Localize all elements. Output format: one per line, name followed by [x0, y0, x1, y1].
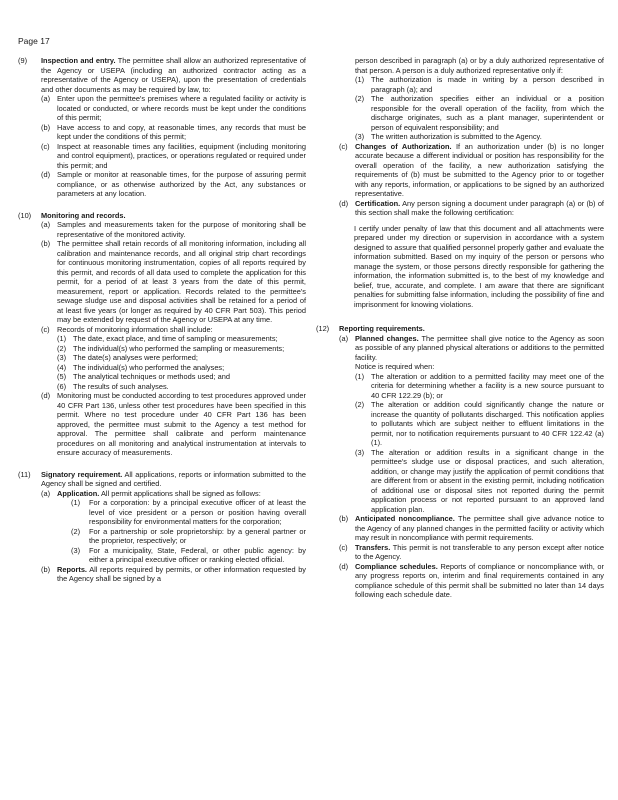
item-marker: (d)	[41, 391, 51, 400]
sub-item	[57, 363, 306, 373]
certification-statement: I certify under penalty of law that this document and all attachments were prepared under my direction or supervision in accordance with a system designed to assure that qualified personnel properly gather and evaluate the information submitted. Based on my inquiry of the person or persons who manage the system, or those persons directly responsible for gathering the information, the information submitted is, to the best of my knowledge and belief, true, accurate, and complete. I am aware that there are significant penalties for submitting false information, including the possibility of fine and imprisonment for knowing violations.	[354, 223, 604, 309]
item-text: The authorization is made in writing by a person described in paragraph (a); and	[371, 75, 604, 94]
item-marker: (1)	[355, 371, 365, 381]
sub-item	[57, 372, 306, 382]
sub-item	[355, 400, 604, 448]
item-marker: (3)	[355, 132, 365, 141]
item-marker: (b)	[339, 514, 349, 523]
item-marker: (a)	[41, 94, 51, 103]
item-text: Have access to and copy, at reasonable times, any records that must be kept under the conditions of this permit;	[57, 122, 306, 141]
item-text: For a municipality, State, Federal, or other public agency: by either a principal executive officer or ranking elected official.	[89, 545, 306, 564]
sub-item	[57, 546, 306, 565]
sub-item	[355, 448, 604, 515]
item-text: All reports required by permits, or other information requested by the Agency shall be signed by a	[57, 564, 306, 583]
item-marker: (b)	[41, 564, 51, 574]
list-item	[339, 334, 604, 515]
item-marker: (c)	[339, 141, 348, 151]
item-marker: (2)	[71, 526, 81, 536]
item-text: The analytical techniques or methods used; and	[73, 372, 230, 381]
section-9	[18, 56, 306, 199]
item-marker: (2)	[355, 400, 365, 409]
item-text: For a corporation: by a principal executive officer of at least the level of vice president or a person or position having overall responsibility for environmental matters for the corporation;	[89, 498, 306, 526]
section-11	[18, 470, 306, 584]
item-text: The date, exact place, and time of sampling or measurements;	[73, 334, 278, 343]
list-item	[339, 142, 604, 199]
list-item	[41, 489, 306, 565]
item-marker: (d)	[339, 198, 349, 208]
item-marker: (b)	[41, 239, 51, 248]
item-label: Certification.	[355, 198, 401, 208]
item-text: The permittee shall give notice to the Agency as soon as possible of any planned physical alterations or additions to the permitted facility.	[355, 333, 605, 362]
item-label: Application.	[57, 488, 100, 498]
item-marker: (a)	[41, 220, 51, 229]
item-text: The written authorization is submitted to the Agency.	[371, 132, 542, 141]
item-marker: (c)	[41, 141, 50, 151]
notice-line: Notice is required when:	[355, 362, 435, 371]
item-text: The alteration or addition could significantly change the nature or increase the quantity of pollutants discharged. This notification applies to pollutants which are subject neither to effluent limitations in the permit, nor to notification requirements pursuant to 40 CFR 122.42 (a)(1).	[371, 400, 604, 447]
item-text: Inspect at reasonable times any facilities, equipment (including monitoring and control equipment), practices, or operations regulated or required under this permit; and	[57, 141, 306, 170]
section-number: (11)	[18, 469, 31, 479]
section-10	[18, 211, 306, 458]
item-text: For a partnership or sole proprietorship: by a general partner or the proprietor, respectively; or	[89, 526, 306, 545]
item-text: The alteration or addition to a permitted facility may meet one of the criteria for determining whether a facility is a new source pursuant to 40 CFR 122.29 (b); or	[371, 371, 604, 400]
item-text: The permittee shall retain records of all monitoring information, including all calibration and maintenance records, and all original strip chart recordings for continuous monitoring instrumentation, copies of all reports required by this permit, and records of all data used to complete the application for this permit, for a period of at least 3 years from the date of this permit, measurement, report or application. Records related to the permittee's sewage sludge use and disposal activities shall be retained for a period of at least five years (or longer as required by 40 CFR Part 503). This period may be extended by request of the Agency or USEPA at any time.	[57, 239, 306, 324]
item-marker: (b)	[41, 122, 51, 132]
item-label: Anticipated noncompliance.	[355, 514, 455, 523]
item-marker: (3)	[355, 447, 365, 457]
item-text: The individual(s) who performed the sampling or measurements;	[73, 343, 285, 353]
item-text: Monitoring must be conducted according to test procedures approved under 40 CFR Part 136, unless other test procedures have been specified in this permit. Where no test procedure under 40 CFR Part 136 has been approved, the permittee must submit to the Agency a test method for approval. The permittee shall calibrate and perform maintenance procedures on all monitoring and analytical instrumentation at intervals to ensure accuracy of measurements.	[57, 391, 306, 457]
list-item	[41, 142, 306, 171]
section-title: Signatory requirement.	[41, 469, 123, 479]
item-marker: (d)	[41, 170, 51, 179]
sub-item	[355, 372, 604, 401]
paragraph: person described in paragraph (a) or by a duly authorized representative of that person. A person is a duly authorized representative only if:	[355, 56, 604, 75]
item-text: Enter upon the permittee's premises where a regulated facility or activity is located or conducted, or where records must be kept under the conditions of this permit;	[57, 94, 306, 122]
item-label: Changes of Authorization.	[355, 141, 452, 151]
item-marker: (a)	[41, 488, 51, 498]
list-item	[41, 220, 306, 239]
item-marker: (3)	[71, 545, 81, 555]
sub-item	[57, 498, 306, 527]
item-text: The alteration or addition results in a significant change in the permittee's sludge use or disposal practices, and such alteration, addition, or change may justify the application of permit conditions that are different from or absent in the existing permit, including notification of additional use or disposal sites not reported during the permit application process or not reported pursuant to an approved land application plan.	[371, 447, 604, 514]
item-text: The results of such analyses.	[73, 381, 169, 391]
section-intro: The permittee shall allow an authorized representative of the Agency or USEPA (including an authorized contractor acting as a representative of the Agency or USEPA), upon the presentation of credentials and other documents as may be required by law, to:	[41, 56, 306, 94]
item-text: Any person signing a document under paragraph (a) or (b) of this section shall make the following certification:	[355, 198, 604, 217]
item-marker: (c)	[41, 324, 50, 334]
list-item	[41, 391, 306, 458]
item-text: Records of monitoring information shall include:	[57, 324, 213, 334]
section-11-continued	[316, 56, 604, 142]
list-item	[41, 123, 306, 142]
item-marker: (5)	[57, 372, 67, 381]
item-marker: (1)	[71, 498, 81, 507]
item-label: Planned changes.	[355, 333, 419, 343]
item-marker: (3)	[57, 353, 67, 362]
list-item	[339, 199, 604, 218]
item-text: The individual(s) who performed the analyses;	[73, 362, 225, 372]
item-label: Reports.	[57, 564, 87, 574]
sub-item	[57, 344, 306, 354]
item-marker: (1)	[57, 334, 67, 343]
sub-item	[57, 353, 306, 363]
item-marker: (1)	[355, 75, 365, 84]
section-intro: All applications, reports or information submitted to the Agency shall be signed and certified.	[41, 469, 306, 488]
list-item	[41, 565, 306, 584]
sub-item	[355, 132, 604, 142]
sub-item	[57, 334, 306, 344]
item-text: The permittee shall give advance notice to the Agency of any planned changes in the permitted facility or activity which may result in noncompliance with permit requirements.	[355, 514, 604, 542]
item-marker: (d)	[339, 561, 349, 571]
section-title: Monitoring and records.	[41, 210, 126, 220]
item-text: Samples and measurements taken for the purpose of monitoring shall be representative of the monitored activity.	[57, 220, 306, 239]
item-marker: (c)	[339, 542, 348, 552]
section-title: Inspection and entry.	[41, 56, 116, 65]
sub-item	[355, 94, 604, 132]
item-marker: (2)	[355, 94, 365, 103]
item-marker: (6)	[57, 381, 67, 391]
list-item	[41, 170, 306, 199]
item-marker: (2)	[57, 343, 67, 353]
right-column	[316, 56, 604, 600]
list-item	[41, 94, 306, 123]
list-item	[339, 514, 604, 543]
list-item	[41, 239, 306, 325]
page-number: Page 17	[18, 36, 50, 46]
list-item	[41, 325, 306, 392]
sub-item	[57, 527, 306, 546]
item-marker: (a)	[339, 333, 349, 343]
item-marker: (4)	[57, 362, 67, 372]
item-text: Sample or monitor at reasonable times, for the purpose of assuring permit compliance, or as otherwise authorized by the Act, any substances or parameters at any location.	[57, 170, 306, 198]
sub-item	[355, 75, 604, 94]
section-number: (12)	[316, 324, 330, 333]
section-number: (9)	[18, 56, 28, 65]
item-text: The date(s) analyses were performed;	[73, 353, 198, 362]
item-label: Compliance schedules.	[355, 561, 438, 571]
section-number: (10)	[18, 210, 32, 220]
section-12	[316, 324, 604, 334]
item-text: Reports of compliance or noncompliance with, or any progress reports on, interim and final requirements contained in any compliance schedule of this permit shall be submitted no later than 14 days following each schedule date.	[355, 561, 604, 599]
item-text: This permit is not transferable to any person except after notice to the Agency.	[355, 542, 604, 561]
list-item	[339, 562, 604, 600]
item-text: All permit applications shall be signed as follows:	[99, 488, 261, 498]
left-column	[18, 56, 306, 587]
section-title: Reporting requirements.	[339, 324, 425, 333]
item-text: If an authorization under (b) is no longer accurate because a different individual or position has responsibility for the overall operation of the facility, a new authorization satisfying the requirements of (b) must be submitted to the Agency prior to or together with any reports, information, or applications to be signed by an authorized representative.	[355, 141, 604, 198]
list-item	[339, 543, 604, 562]
item-label: Transfers.	[355, 542, 391, 552]
sub-item	[57, 382, 306, 392]
item-text: The authorization specifies either an individual or a position responsible for the overall operation of the facility, from which the discharge originates, such as a plant manager, superintendent or person of equivalent responsibility; and	[371, 94, 604, 132]
